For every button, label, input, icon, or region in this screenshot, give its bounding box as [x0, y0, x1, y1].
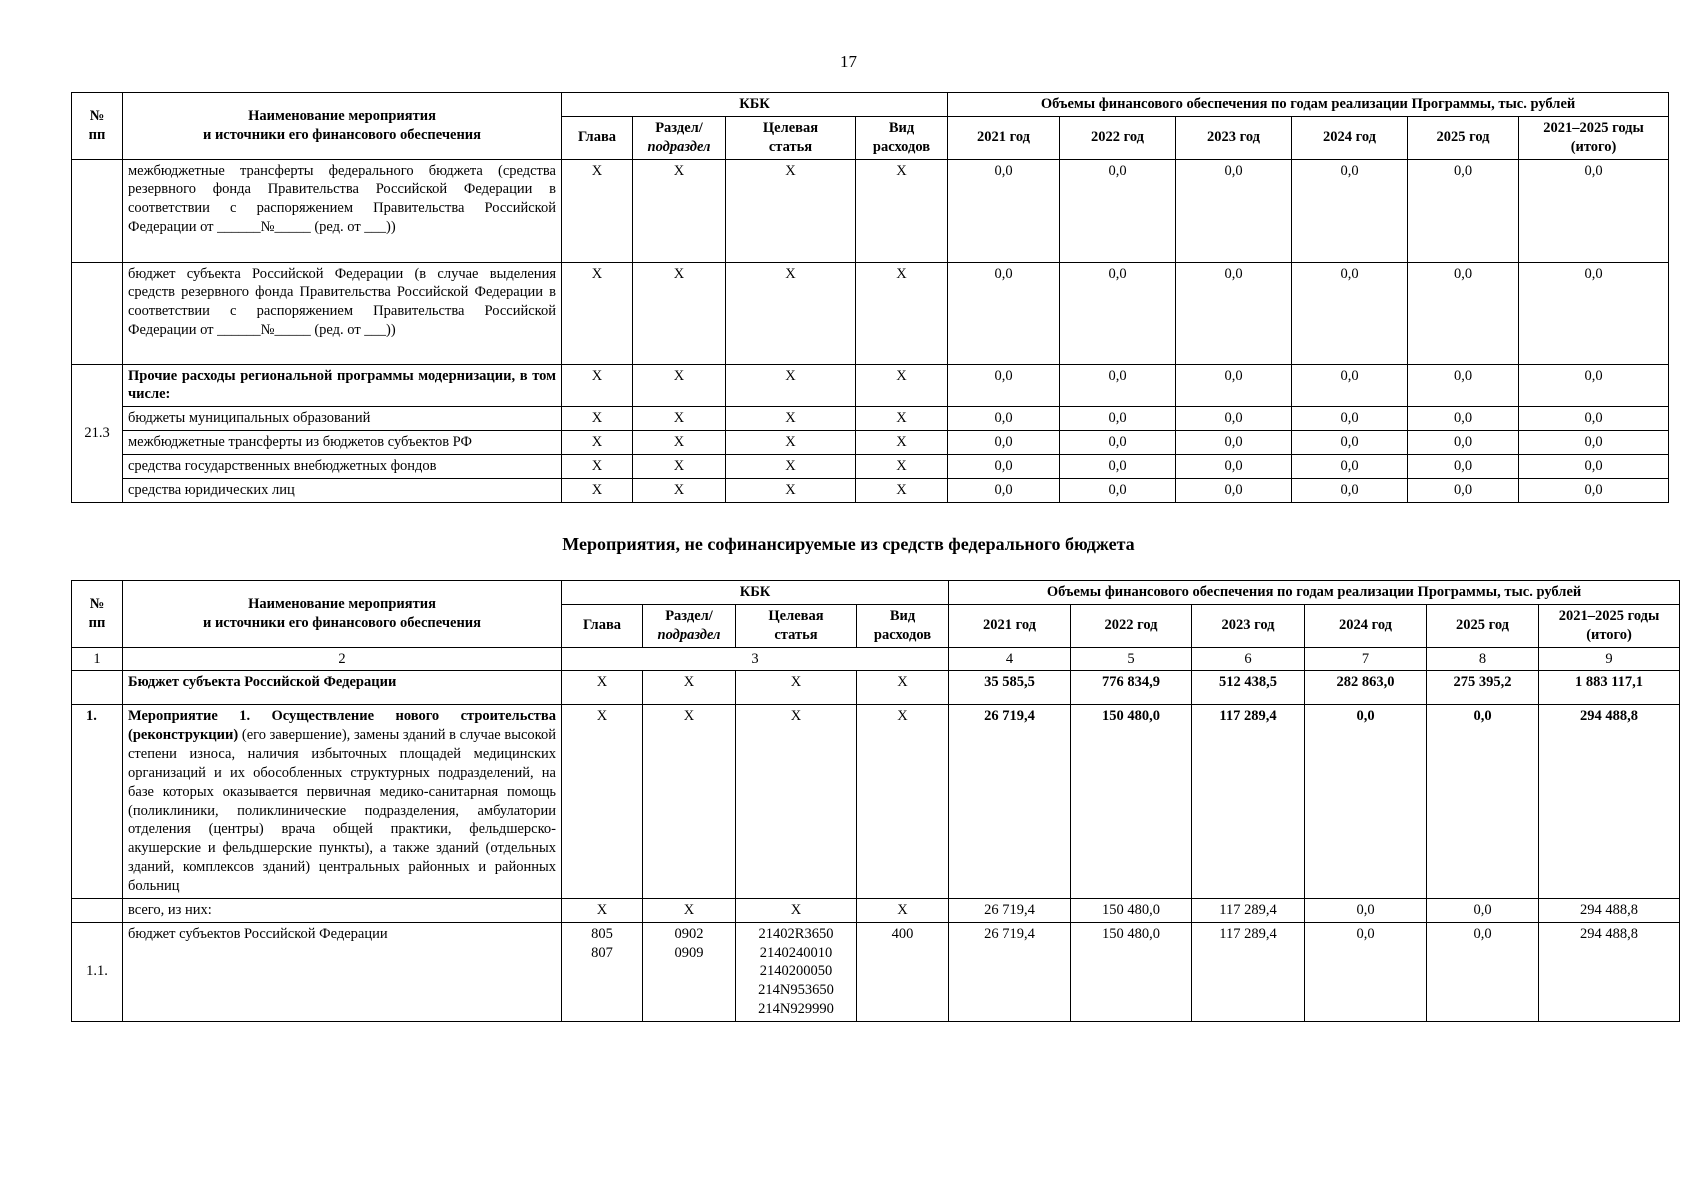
kbk-cell: X	[856, 407, 948, 431]
value-cell: 0,0	[1176, 431, 1292, 455]
value-cell: 0,0	[1292, 478, 1408, 502]
kbk-cell: X	[633, 262, 726, 364]
row-number	[72, 671, 123, 705]
header-year-2024: 2024 год	[1305, 604, 1427, 647]
header-celevaya-statya: Целевая статья	[736, 604, 857, 647]
kbk-cell: 805 807	[562, 922, 643, 1021]
kbk-cell: X	[857, 898, 949, 922]
value-cell: 26 719,4	[949, 898, 1071, 922]
value-cell: 294 488,8	[1539, 705, 1680, 898]
header-year-2024: 2024 год	[1292, 116, 1408, 159]
value-cell: 294 488,8	[1539, 922, 1680, 1021]
value-cell: 282 863,0	[1305, 671, 1427, 705]
kbk-cell: X	[633, 159, 726, 262]
kbk-cell: X	[562, 407, 633, 431]
kbk-cell: X	[633, 364, 726, 407]
page-number: 17	[840, 52, 857, 71]
funding-table-continued	[71, 92, 1669, 503]
header-celevaya-statya: Целевая статья	[726, 116, 856, 159]
row-number	[72, 159, 123, 262]
value-cell: 0,0	[1305, 922, 1427, 1021]
value-cell: 0,0	[948, 262, 1060, 364]
kbk-cell: X	[633, 478, 726, 502]
value-cell: 0,0	[1519, 159, 1669, 262]
kbk-cell: X	[643, 671, 736, 705]
header-glava: Глава	[562, 604, 643, 647]
row-number	[72, 898, 123, 922]
value-cell: 0,0	[1408, 262, 1519, 364]
value-cell: 0,0	[1427, 922, 1539, 1021]
column-number: 5	[1071, 647, 1192, 671]
column-number-row	[72, 647, 1680, 671]
row-name	[123, 705, 562, 898]
row-number	[72, 262, 123, 364]
kbk-cell: X	[856, 262, 948, 364]
value-cell: 275 395,2	[1427, 671, 1539, 705]
value-cell: 0,0	[1408, 454, 1519, 478]
value-cell: 0,0	[1408, 478, 1519, 502]
kbk-cell: X	[726, 478, 856, 502]
value-cell: 0,0	[1176, 454, 1292, 478]
row-number: 1.	[72, 705, 123, 898]
kbk-cell: 400	[857, 922, 949, 1021]
value-cell: 0,0	[1060, 364, 1176, 407]
header-year-2021: 2021 год	[949, 604, 1071, 647]
value-cell: 150 480,0	[1071, 898, 1192, 922]
kbk-cell: X	[856, 478, 948, 502]
header-year-2025: 2025 год	[1408, 116, 1519, 159]
kbk-cell: X	[726, 262, 856, 364]
kbk-cell: X	[633, 407, 726, 431]
column-number: 1	[72, 647, 123, 671]
row-name: бюджеты муниципальных образований	[123, 407, 562, 431]
kbk-cell: X	[726, 431, 856, 455]
value-cell: 150 480,0	[1071, 705, 1192, 898]
header-year-2021: 2021 год	[948, 116, 1060, 159]
header-name: Наименование мероприятия и источники его финансового обеспечения	[123, 93, 562, 160]
value-cell: 0,0	[1519, 478, 1669, 502]
kbk-cell: X	[736, 671, 857, 705]
header-year-total: 2021–2025 годы (итого)	[1519, 116, 1669, 159]
row-name: бюджет субъектов Российской Федерации	[123, 922, 562, 1021]
value-cell: 0,0	[1292, 262, 1408, 364]
header-kbk: КБК	[562, 581, 949, 605]
value-cell: 0,0	[1427, 898, 1539, 922]
row-name: межбюджетные трансферты из бюджетов субъектов РФ	[123, 431, 562, 455]
value-cell: 0,0	[948, 364, 1060, 407]
column-number: 6	[1192, 647, 1305, 671]
kbk-cell: 21402R3650 2140240010 2140200050 214N953650 214N929990	[736, 922, 857, 1021]
value-cell: 0,0	[1519, 454, 1669, 478]
value-cell: 0,0	[1292, 159, 1408, 262]
column-number: 3	[562, 647, 949, 671]
header-year-2025: 2025 год	[1427, 604, 1539, 647]
kbk-cell: X	[736, 898, 857, 922]
row-number: 21.3	[72, 364, 123, 502]
kbk-cell: X	[856, 364, 948, 407]
kbk-cell: X	[726, 407, 856, 431]
value-cell: 0,0	[948, 431, 1060, 455]
table-row	[72, 262, 1669, 364]
row-name: средства юридических лиц	[123, 478, 562, 502]
header-vid-rashodov: Вид расходов	[857, 604, 949, 647]
header-nn: № пп	[72, 93, 123, 160]
kbk-cell: X	[643, 705, 736, 898]
kbk-cell: X	[857, 705, 949, 898]
table-row	[72, 705, 1680, 898]
kbk-cell: X	[562, 454, 633, 478]
row-name: бюджет субъекта Российской Федерации (в случае выделения средств резервного фонда Правительства Российской Федерации в соответствии с распоряжением Правительства Российской Федерации от ______№_____ (ред. от ___))	[123, 262, 562, 364]
value-cell: 0,0	[1292, 431, 1408, 455]
table-row	[72, 364, 1669, 407]
value-cell: 0,0	[1292, 407, 1408, 431]
value-cell: 26 719,4	[949, 922, 1071, 1021]
header-vid-rashodov: Вид расходов	[856, 116, 948, 159]
table-row	[72, 898, 1680, 922]
value-cell: 1 883 117,1	[1539, 671, 1680, 705]
value-cell: 0,0	[1427, 705, 1539, 898]
value-cell: 117 289,4	[1192, 705, 1305, 898]
funding-table-not-cofinanced	[71, 580, 1680, 1022]
kbk-cell: X	[633, 454, 726, 478]
row-number: 1.1.	[72, 922, 123, 1021]
kbk-cell: X	[562, 478, 633, 502]
row-name: межбюджетные трансферты федерального бюджета (средства резервного фонда Правительства Российской Федерации в соответствии с распоряжением Правительства Российской Федерации от ______№_____ (ред. от ___))	[123, 159, 562, 262]
value-cell: 117 289,4	[1192, 898, 1305, 922]
value-cell: 0,0	[1176, 262, 1292, 364]
value-cell: 0,0	[1060, 407, 1176, 431]
header-name: Наименование мероприятия и источники его финансового обеспечения	[123, 581, 562, 648]
table-row	[72, 478, 1669, 502]
value-cell: 0,0	[948, 478, 1060, 502]
value-cell: 0,0	[1060, 431, 1176, 455]
row-name-bold: Мероприятие 1. Осуществление нового строительства (реконструкции)	[128, 708, 556, 744]
table-row	[72, 671, 1680, 705]
header-year-2023: 2023 год	[1192, 604, 1305, 647]
value-cell: 0,0	[1176, 407, 1292, 431]
value-cell: 0,0	[1408, 159, 1519, 262]
kbk-cell: X	[857, 671, 949, 705]
section-title: Мероприятия, не софинансируемые из средств федерального бюджета	[562, 534, 1135, 554]
header-kbk: КБК	[562, 93, 948, 117]
kbk-cell: X	[633, 431, 726, 455]
value-cell: 26 719,4	[949, 705, 1071, 898]
value-cell: 0,0	[1408, 407, 1519, 431]
value-cell: 0,0	[1519, 407, 1669, 431]
header-year-2022: 2022 год	[1071, 604, 1192, 647]
value-cell: 0,0	[1176, 364, 1292, 407]
kbk-cell: X	[562, 262, 633, 364]
kbk-cell: X	[856, 454, 948, 478]
row-name: Бюджет субъекта Российской Федерации	[123, 671, 562, 705]
value-cell: 0,0	[1292, 454, 1408, 478]
kbk-cell: X	[562, 898, 643, 922]
table-row	[72, 407, 1669, 431]
value-cell: 294 488,8	[1539, 898, 1680, 922]
header-year-2023: 2023 год	[1176, 116, 1292, 159]
kbk-cell: X	[562, 705, 643, 898]
kbk-cell: X	[736, 705, 857, 898]
value-cell: 512 438,5	[1192, 671, 1305, 705]
kbk-cell: X	[726, 364, 856, 407]
table-row	[72, 431, 1669, 455]
value-cell: 0,0	[948, 454, 1060, 478]
value-cell: 0,0	[1292, 364, 1408, 407]
value-cell: 0,0	[1408, 364, 1519, 407]
value-cell: 0,0	[1519, 364, 1669, 407]
kbk-cell: X	[856, 159, 948, 262]
table-row	[72, 922, 1680, 1021]
value-cell: 0,0	[1408, 431, 1519, 455]
header-year-total: 2021–2025 годы (итого)	[1539, 604, 1680, 647]
table-row	[72, 454, 1669, 478]
value-cell: 0,0	[1060, 454, 1176, 478]
kbk-cell: X	[562, 671, 643, 705]
value-cell: 0,0	[948, 407, 1060, 431]
value-cell: 776 834,9	[1071, 671, 1192, 705]
row-name: всего, из них:	[123, 898, 562, 922]
value-cell: 0,0	[1060, 262, 1176, 364]
table-row	[72, 159, 1669, 262]
kbk-cell: X	[726, 159, 856, 262]
value-cell: 0,0	[1060, 159, 1176, 262]
kbk-cell: X	[643, 898, 736, 922]
header-glava: Глава	[562, 116, 633, 159]
column-number: 2	[123, 647, 562, 671]
value-cell: 0,0	[1060, 478, 1176, 502]
kbk-cell: X	[856, 431, 948, 455]
value-cell: 0,0	[1519, 262, 1669, 364]
value-cell: 35 585,5	[949, 671, 1071, 705]
kbk-cell: 0902 0909	[643, 922, 736, 1021]
value-cell: 0,0	[1519, 431, 1669, 455]
header-volumes: Объемы финансового обеспечения по годам реализации Программы, тыс. рублей	[948, 93, 1669, 117]
header-year-2022: 2022 год	[1060, 116, 1176, 159]
column-number: 4	[949, 647, 1071, 671]
kbk-cell: X	[562, 431, 633, 455]
value-cell: 0,0	[1305, 898, 1427, 922]
header-razdel: Раздел/ подраздел	[643, 604, 736, 647]
value-cell: 0,0	[1305, 705, 1427, 898]
value-cell: 0,0	[1176, 478, 1292, 502]
kbk-cell: X	[562, 364, 633, 407]
header-razdel: Раздел/ подраздел	[633, 116, 726, 159]
kbk-cell: X	[562, 159, 633, 262]
row-name: средства государственных внебюджетных фондов	[123, 454, 562, 478]
column-number: 9	[1539, 647, 1680, 671]
kbk-cell: X	[726, 454, 856, 478]
value-cell: 117 289,4	[1192, 922, 1305, 1021]
column-number: 7	[1305, 647, 1427, 671]
value-cell: 0,0	[948, 159, 1060, 262]
value-cell: 150 480,0	[1071, 922, 1192, 1021]
header-volumes: Объемы финансового обеспечения по годам реализации Программы, тыс. рублей	[949, 581, 1680, 605]
value-cell: 0,0	[1176, 159, 1292, 262]
row-name: Прочие расходы региональной программы модернизации, в том числе:	[123, 364, 562, 407]
header-nn: № пп	[72, 581, 123, 648]
column-number: 8	[1427, 647, 1539, 671]
row-name-rest: (его завершение), замены зданий в случае высокой степени износа, наличия избыточных площадей медицинских организаций и их обособленных структурных подразделений, на базе которых оказывается первичная медико-санитарная помощь (поликлиники, поликлинические подразделения, амбулатории отделения (центры) врача общей практики, фельдшерско-акушерские и фельдшерские пункты), а также зданий (отдельных зданий, комплексов зданий) центральных районных и районных больниц	[128, 727, 556, 894]
